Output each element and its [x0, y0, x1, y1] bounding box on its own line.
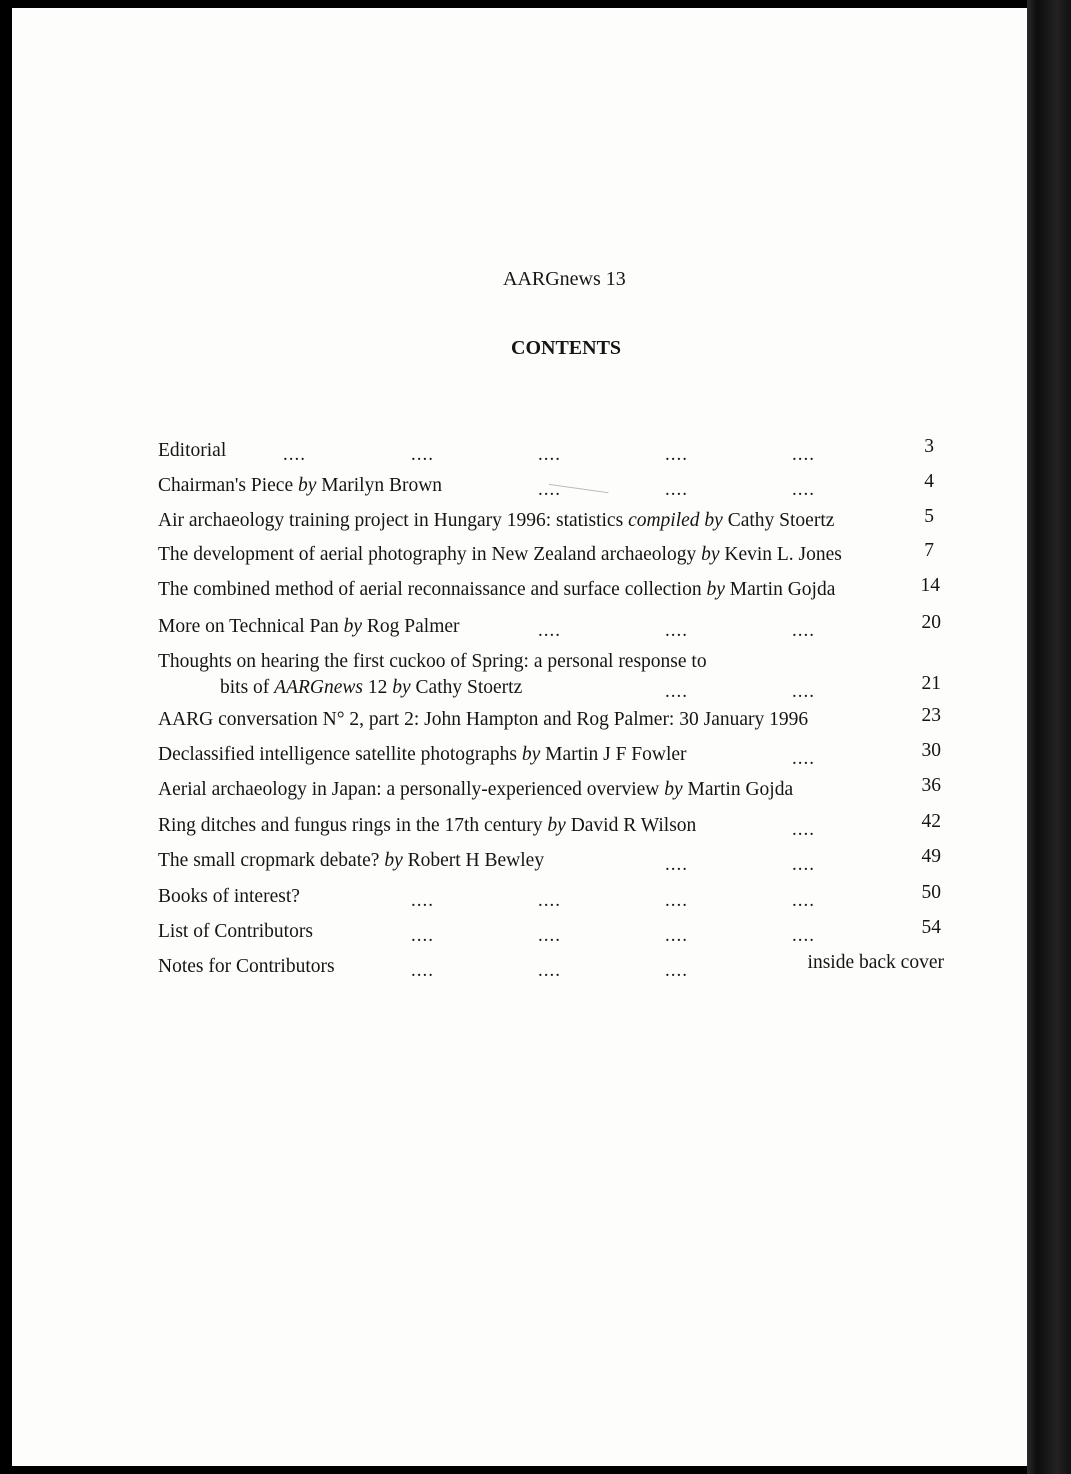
toc-page-number: 50 — [921, 882, 941, 903]
dot-leader: .... — [792, 479, 815, 500]
text-run: Marilyn Brown — [316, 475, 443, 496]
dot-leader: .... — [665, 890, 688, 911]
italic-text: compiled by — [628, 510, 723, 531]
text-run: David R Wilson — [565, 815, 697, 836]
dot-leader: .... — [665, 960, 688, 981]
toc-entry-title — [158, 441, 226, 461]
text-run: List of Contributors — [158, 921, 313, 942]
dot-leader: .... — [665, 681, 688, 702]
toc-page-number: 42 — [921, 811, 941, 832]
text-run: Cathy Stoertz — [410, 677, 523, 698]
toc-entry-title — [158, 476, 442, 496]
dot-leader: .... — [538, 479, 561, 500]
dot-leader: .... — [411, 444, 434, 465]
italic-text: by — [343, 616, 363, 637]
italic-text: by — [547, 815, 566, 836]
text-run: Chairman's Piece — [158, 475, 298, 496]
text-run: Aerial archaeology in Japan: a personally-experienced overview — [158, 779, 665, 800]
text-run: Books of interest? — [158, 886, 300, 907]
text-run: Editorial — [158, 440, 227, 461]
dot-leader: .... — [665, 854, 688, 875]
text-run: The development of aerial photography in New Zealand archaeology — [158, 544, 702, 565]
toc-entry-title — [158, 545, 842, 565]
toc-page-number: 23 — [921, 705, 941, 726]
toc-page-number: 30 — [921, 740, 941, 761]
toc-page-number: 54 — [921, 917, 941, 938]
italic-text: by — [701, 544, 720, 565]
text-run: The small cropmark debate? — [158, 850, 385, 871]
text-run: Robert H Bewley — [402, 850, 545, 871]
toc-entry-title — [158, 957, 335, 977]
dot-leader: .... — [792, 854, 815, 875]
text-run: Cathy Stoertz — [722, 510, 835, 531]
text-run: Martin Gojda — [724, 579, 836, 600]
dot-leader: .... — [792, 890, 815, 911]
dot-leader: .... — [665, 479, 688, 500]
dot-leader: .... — [538, 444, 561, 465]
toc-entry-title — [158, 922, 313, 942]
italic-text: by — [392, 677, 411, 698]
dot-leader: .... — [411, 960, 434, 981]
toc-page-number: 5 — [924, 506, 934, 527]
text-run: AARG conversation N° 2, part 2: John Hampton and Rog Palmer: 30 January 1996 — [158, 709, 809, 730]
dot-leader: .... — [792, 819, 815, 840]
text-run: The combined method of aerial reconnaissance and surface collection — [158, 579, 707, 600]
dot-leader: .... — [792, 681, 815, 702]
dot-leader: .... — [792, 748, 815, 769]
dot-leader: .... — [538, 960, 561, 981]
dot-leader: .... — [538, 890, 561, 911]
dot-leader: .... — [665, 925, 688, 946]
toc-entry-title — [158, 652, 707, 672]
dot-leader: .... — [283, 444, 306, 465]
dot-leader: .... — [538, 620, 561, 641]
toc-entry-title — [220, 678, 522, 698]
toc-entry-title — [158, 617, 460, 637]
dot-leader: .... — [792, 620, 815, 641]
contents-heading: CONTENTS — [511, 337, 622, 359]
toc-page-number: 14 — [920, 575, 940, 596]
toc-entry-title — [158, 816, 696, 836]
text-run: Ring ditches and fungus rings in the 17th century — [158, 815, 548, 836]
toc-entry-title — [158, 745, 687, 765]
text-run: Rog Palmer — [362, 616, 460, 637]
toc-entry-title — [158, 580, 835, 600]
toc-entry-title — [158, 511, 834, 531]
dot-leader: .... — [411, 925, 434, 946]
toc-entry-title — [158, 780, 793, 800]
issue-title: AARGnews 13 — [503, 268, 626, 290]
toc-page-number: 4 — [924, 471, 934, 492]
text-run: 12 — [363, 677, 393, 698]
toc-page-number: 3 — [924, 436, 934, 457]
toc-page-number: inside back cover — [807, 952, 944, 973]
dot-leader: .... — [538, 925, 561, 946]
dot-leader: .... — [665, 444, 688, 465]
text-run: More on Technical Pan — [158, 616, 344, 637]
toc-page-number: 21 — [921, 673, 941, 694]
italic-text: by — [706, 579, 725, 600]
toc-page-number: 20 — [921, 612, 941, 633]
text-run: Martin Gojda — [682, 779, 794, 800]
text-run: Declassified intelligence satellite photographs — [158, 744, 522, 765]
text-run: Air archaeology training project in Hungary 1996: statistics — [158, 510, 629, 531]
toc-entry-title — [158, 851, 544, 871]
italic-text: by — [664, 779, 683, 800]
text-run: Martin J F Fowler — [540, 744, 687, 765]
text-run: Notes for Contributors — [158, 956, 335, 977]
toc-page-number: 49 — [921, 846, 941, 867]
italic-text: AARGnews — [274, 677, 363, 698]
italic-text: by — [297, 475, 317, 496]
toc-entry-title — [158, 887, 300, 907]
italic-text: by — [521, 744, 541, 765]
italic-text: by — [384, 850, 403, 871]
text-run: bits of — [220, 677, 275, 698]
toc-page-number: 36 — [921, 775, 941, 796]
toc-entry-title — [158, 710, 808, 730]
text-run: Thoughts on hearing the first cuckoo of Spring: a personal response to — [158, 651, 707, 672]
dot-leader: .... — [665, 620, 688, 641]
dot-leader: .... — [792, 444, 815, 465]
text-run: Kevin L. Jones — [719, 544, 842, 565]
dot-leader: .... — [792, 925, 815, 946]
toc-page-number: 7 — [924, 540, 934, 561]
dot-leader: .... — [411, 890, 434, 911]
